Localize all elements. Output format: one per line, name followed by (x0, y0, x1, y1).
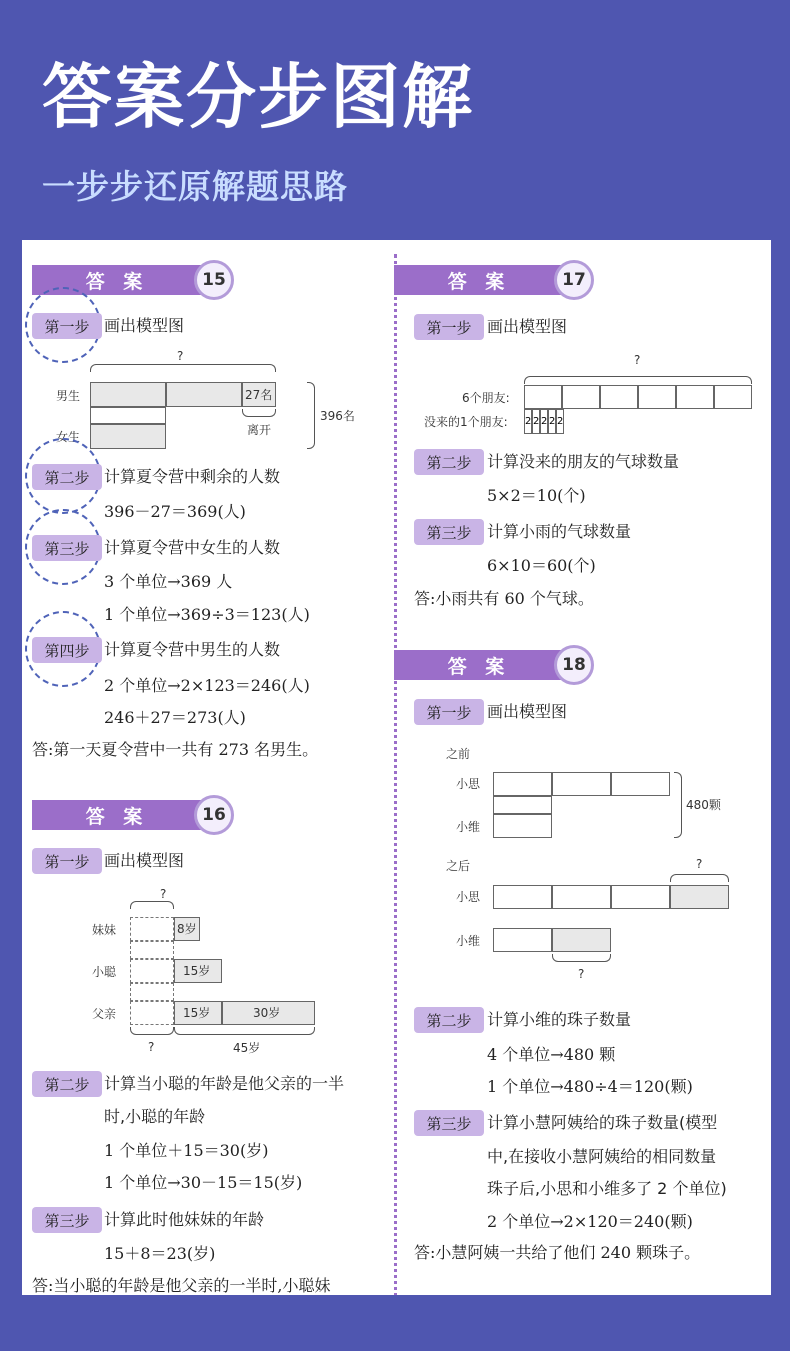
unit-box (493, 772, 552, 796)
label-xiaowei: 小维 (456, 820, 481, 834)
label-girls: 女生 (56, 430, 81, 444)
total-label: 396名 (320, 409, 355, 423)
total-label: 45岁 (233, 1041, 261, 1055)
gap-box (493, 796, 552, 814)
step-3-badge: 第三步 (414, 1110, 484, 1136)
label-absent-friend: 没来的1个朋友: (424, 415, 508, 429)
hero-title: 答案分步图解 (42, 56, 474, 138)
step-2-text: 计算没来的朋友的气球数量 (487, 452, 680, 471)
segment-label: 30岁 (253, 1006, 281, 1020)
unit-box (714, 385, 752, 409)
segment-label: 15岁 (183, 1006, 211, 1020)
diagram-question: ? (160, 887, 167, 901)
step-2-badge: 第二步 (32, 464, 102, 490)
step-2-badge: 第二步 (414, 449, 484, 475)
step-2-text: 计算当小聪的年龄是他父亲的一半 (104, 1074, 345, 1093)
step-1-badge: 第一步 (32, 848, 102, 874)
step-4-badge: 第四步 (32, 637, 102, 663)
diagram-bracket (552, 954, 611, 962)
diagram-bracket (524, 376, 752, 384)
unit-box-dashed (130, 959, 174, 983)
hero-subtitle: 一步步还原解题思路 (42, 167, 348, 206)
gap-box (90, 407, 166, 424)
diagram-question: ? (696, 857, 703, 871)
label-before: 之前 (446, 747, 471, 761)
step-2-badge: 第二步 (414, 1007, 484, 1033)
step-1-text: 画出模型图 (104, 316, 185, 335)
calc-line: 4 个单位→480 颗 (487, 1045, 616, 1064)
question-number: 16 (194, 795, 234, 835)
step-3-badge: 第三步 (414, 519, 484, 545)
unit-box (493, 814, 552, 838)
extra-label: 27名 (245, 388, 273, 402)
unit-box (493, 928, 552, 952)
answer-banner: 答 案 (394, 650, 564, 680)
question-number: 18 (554, 645, 594, 685)
diagram-bracket (307, 382, 315, 449)
added-box (670, 885, 729, 909)
small-unit-box: 2 (556, 409, 564, 434)
step-2-text-cont: 时,小聪的年龄 (104, 1107, 206, 1126)
unit-box-dashed (130, 1001, 174, 1025)
calc-line: 396－27＝369(人) (104, 502, 246, 521)
step-3-text: 计算此时他妹妹的年龄 (104, 1210, 265, 1229)
step-3-text: 计算小慧阿姨给的珠子数量(模型 (487, 1113, 718, 1132)
step-1-text: 画出模型图 (487, 702, 568, 721)
unit-box (562, 385, 600, 409)
diagram-bracket (130, 901, 174, 909)
step-1-badge: 第一步 (414, 699, 484, 725)
total-label: 480颗 (686, 798, 721, 812)
small-unit-box: 2 (540, 409, 548, 434)
extra-label: 15岁 (183, 964, 211, 978)
diagram-bracket (670, 874, 729, 882)
answer-statement: 答:当小聪的年龄是他父亲的一半时,小聪妹 (32, 1276, 331, 1295)
unit-box (638, 385, 676, 409)
step-3-text-cont: 珠子后,小思和小维多了 2 个单位) (487, 1179, 727, 1198)
unit-box (493, 885, 552, 909)
unit-box (90, 424, 166, 449)
leave-label: 离开 (247, 423, 272, 437)
label-xiaosi: 小思 (456, 890, 481, 904)
calc-line: 15＋8＝23(岁) (104, 1244, 216, 1263)
label-xiaocong: 小聪 (92, 965, 117, 979)
label-after: 之后 (446, 859, 471, 873)
calc-line: 1 个单位→30－15＝15(岁) (104, 1173, 303, 1192)
calc-line: 3 个单位→369 人 (104, 572, 233, 591)
unit-box (611, 772, 670, 796)
diagram-bracket (674, 772, 682, 838)
diagram-bracket (174, 1027, 315, 1035)
unit-box (166, 382, 242, 407)
question-number: 17 (554, 260, 594, 300)
extra-label: 8岁 (177, 922, 197, 936)
calc-line: 1 个单位→480÷4＝120(颗) (487, 1077, 693, 1096)
gap-box-dashed (130, 941, 174, 959)
step-3-badge: 第三步 (32, 1207, 102, 1233)
label-xiaowei: 小维 (456, 934, 481, 948)
small-unit-box: 2 (548, 409, 556, 434)
column-divider (394, 254, 397, 1295)
gap-box-dashed (130, 983, 174, 1001)
answer-banner: 答 案 (394, 265, 564, 295)
step-2-badge: 第二步 (32, 1071, 102, 1097)
label-boys: 男生 (56, 389, 81, 403)
calc-line: 1 个单位＋15＝30(岁) (104, 1141, 269, 1160)
label-six-friends: 6个朋友: (462, 391, 510, 405)
added-box (552, 928, 611, 952)
calc-line: 1 个单位→369÷3＝123(人) (104, 605, 310, 624)
diagram-question: ? (177, 349, 184, 363)
calc-line: 246＋27＝273(人) (104, 708, 246, 727)
step-1-badge: 第一步 (32, 313, 102, 339)
answer-statement: 答:小雨共有 60 个气球。 (414, 589, 594, 608)
unit-box (676, 385, 714, 409)
step-3-text-cont: 中,在接收小慧阿姨给的相同数量 (487, 1147, 717, 1166)
unit-box (600, 385, 638, 409)
unit-box (552, 885, 611, 909)
unit-box (552, 772, 611, 796)
answer-statement: 答:第一天夏令营中一共有 273 名男生。 (32, 740, 319, 759)
calc-line: 2 个单位→2×123＝246(人) (104, 676, 310, 695)
diagram-question: ? (578, 967, 585, 981)
step-3-text: 计算小雨的气球数量 (487, 522, 632, 541)
calc-line: 6×10＝60(个) (487, 556, 596, 575)
label-sister: 妹妹 (92, 923, 117, 937)
calc-line: 5×2＝10(个) (487, 486, 586, 505)
step-3-text: 计算夏令营中女生的人数 (104, 538, 281, 557)
step-2-text: 计算小维的珠子数量 (487, 1010, 632, 1029)
small-unit-box: 2 (532, 409, 540, 434)
question-number: 15 (194, 260, 234, 300)
small-unit-box: 2 (524, 409, 532, 434)
step-3-badge: 第三步 (32, 535, 102, 561)
unit-box (90, 382, 166, 407)
answer-page (22, 240, 771, 1295)
step-1-text: 画出模型图 (487, 317, 568, 336)
step-2-text: 计算夏令营中剩余的人数 (104, 467, 281, 486)
diagram-bracket (90, 364, 276, 372)
unit-box (524, 385, 562, 409)
step-4-text: 计算夏令营中男生的人数 (104, 640, 281, 659)
diagram-question: ? (634, 353, 641, 367)
answer-banner: 答 案 (32, 265, 202, 295)
calc-line: 2 个单位→2×120＝240(颗) (487, 1212, 693, 1231)
unit-box (611, 885, 670, 909)
label-father: 父亲 (92, 1007, 117, 1021)
step-1-badge: 第一步 (414, 314, 484, 340)
label-xiaosi: 小思 (456, 777, 481, 791)
unit-box-dashed (130, 917, 174, 941)
diagram-question: ? (148, 1040, 155, 1054)
step-1-text: 画出模型图 (104, 851, 185, 870)
answer-banner: 答 案 (32, 800, 202, 830)
diagram-bracket (130, 1027, 174, 1035)
answer-statement: 答:小慧阿姨一共给了他们 240 颗珠子。 (414, 1243, 701, 1262)
diagram-bracket (242, 409, 276, 417)
